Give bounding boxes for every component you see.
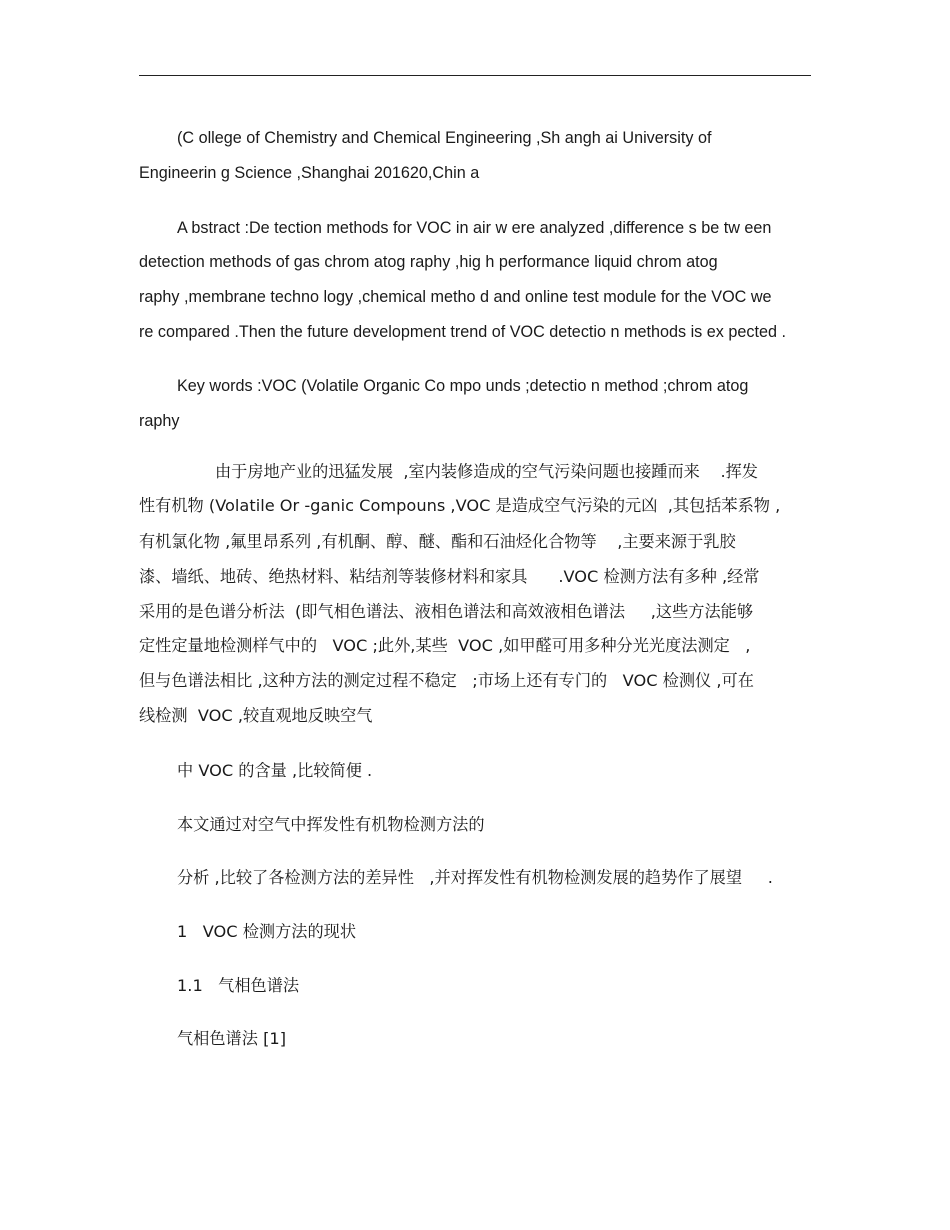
section-heading-1: 1 VOC 检测方法的现状 — [177, 922, 357, 941]
intro-line-4: 漆、墙纸、地砖、绝热材料、粘结剂等装修材料和家具 .VOC 检测方法有多种 ,经常 — [139, 567, 760, 586]
header-rule — [139, 75, 811, 76]
paragraph-voc-content: 中 VOC 的含量 ,比较简便 . — [177, 761, 373, 780]
intro-line-6: 定性定量地检测样气中的 VOC ;此外,某些 VOC ,如甲醛可用多种分光光度法测定 , — [139, 636, 751, 655]
affiliation-line-2: Engineerin g Science ,Shanghai 201620,Chin a — [139, 164, 480, 182]
abstract-line-1: A bstract :De tection methods for VOC in air w ere analyzed ,difference s be tw een — [177, 219, 772, 237]
affiliation-line-1: (C ollege of Chemistry and Chemical Engineering ,Sh angh ai University of — [177, 129, 712, 147]
keywords-line-1: Key words :VOC (Volatile Organic Co mpo unds ;detectio n method ;chrom atog — [177, 377, 749, 395]
paragraph-gas-chromatography: 气相色谱法 [1] — [177, 1029, 287, 1048]
paragraph-paper-intro: 本文通过对空气中挥发性有机物检测方法的 — [177, 815, 485, 834]
intro-line-5: 采用的是色谱分析法 (即气相色谱法、液相色谱法和高效液相色谱法 ,这些方法能够 — [139, 602, 754, 621]
abstract-line-2: detection methods of gas chrom atog raphy ,hig h performance liquid chrom atog — [139, 253, 718, 271]
intro-line-3: 有机氯化物 ,氟里昂系列 ,有机酮、醇、醚、酯和石油烃化合物等 ,主要来源于乳胶 — [139, 532, 736, 551]
section-heading-1-1: 1.1 气相色谱法 — [177, 976, 300, 995]
keywords-line-2: raphy — [139, 412, 180, 430]
abstract-line-4: re compared .Then the future development trend of VOC detectio n methods is ex pected . — [139, 323, 786, 341]
paragraph-paper-summary: 分析 ,比较了各检测方法的差异性 ,并对挥发性有机物检测发展的趋势作了展望 . — [177, 868, 773, 887]
intro-line-1: 由于房地产业的迅猛发展 ,室内装修造成的空气污染问题也接踵而来 .挥发 — [215, 462, 758, 481]
intro-line-2: 性有机物 (Volatile Or -ganic Compouns ,VOC 是造成空气污染的元凶 ,其包括苯系物 , — [139, 496, 781, 515]
intro-line-8: 线检测 VOC ,较直观地反映空气 — [139, 706, 373, 725]
abstract-line-3: raphy ,membrane techno logy ,chemical metho d and online test module for the VOC we — [139, 288, 772, 306]
intro-line-7: 但与色谱法相比 ,这种方法的测定过程不稳定 ;市场上还有专门的 VOC 检测仪 ,可在 — [139, 671, 754, 690]
